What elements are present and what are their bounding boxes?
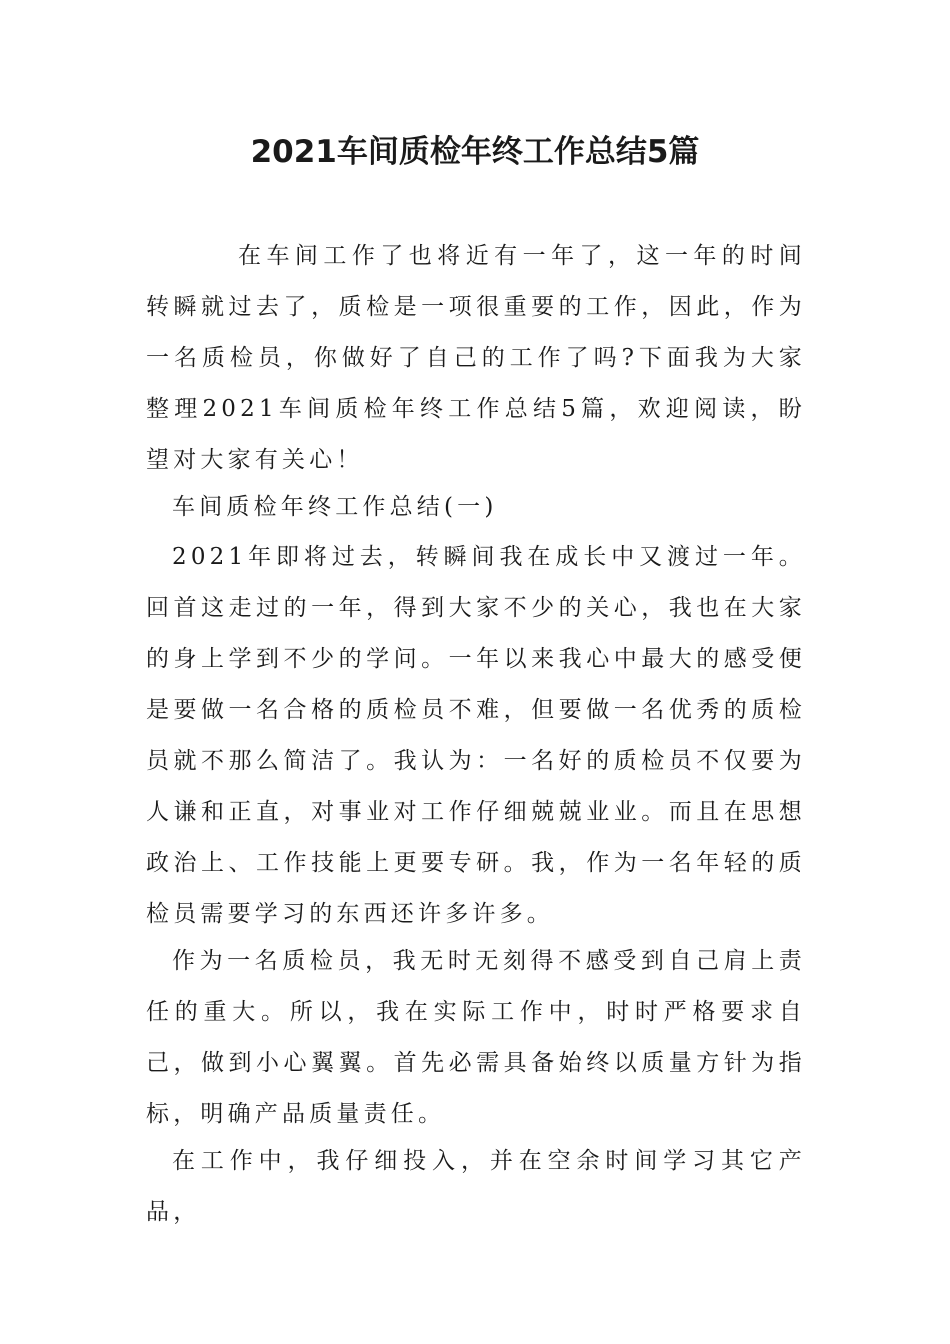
body-paragraph-1: 2021年即将过去，转瞬间我在成长中又渡过一年。回首这走过的一年，得到大家不少的关心，我也在大家的身上学到不少的学问。一年以来我心中最大的感受便是要做一名合格的质检员不难，但要做一名优秀的质检员就不那么简洁了。我认为：一名好的质检员不仅要为人谦和正直，对事业对工作仔细兢兢业业。而且在思想政治上、工作技能上更要专研。我，作为一名年轻的质检员需要学习的东西还许多许多。 — [146, 544, 806, 927]
document-title: 2021车间质检年终工作总结5篇 — [250, 134, 700, 170]
section-heading: 车间质检年终工作总结(一) — [172, 494, 498, 520]
body-paragraph-3: 在工作中，我仔细投入，并在空余时间学习其它产品， — [146, 1148, 806, 1225]
body-paragraph-2: 作为一名质检员，我无时无刻得不感受到自己肩上责任的重大。所以，我在实际工作中，时时严格要求自己，做到小心翼翼。首先必需具备始终以质量方针为指标，明确产品质量责任。 — [146, 948, 806, 1127]
intro-paragraph: 在车间工作了也将近有一年了，这一年的时间转瞬就过去了，质检是一项很重要的工作，因此，作为一名质检员，你做好了自己的工作了吗?下面我为大家整理2021车间质检年终工作总结5篇，欢迎阅读，盼望对大家有关心！ — [146, 243, 806, 473]
